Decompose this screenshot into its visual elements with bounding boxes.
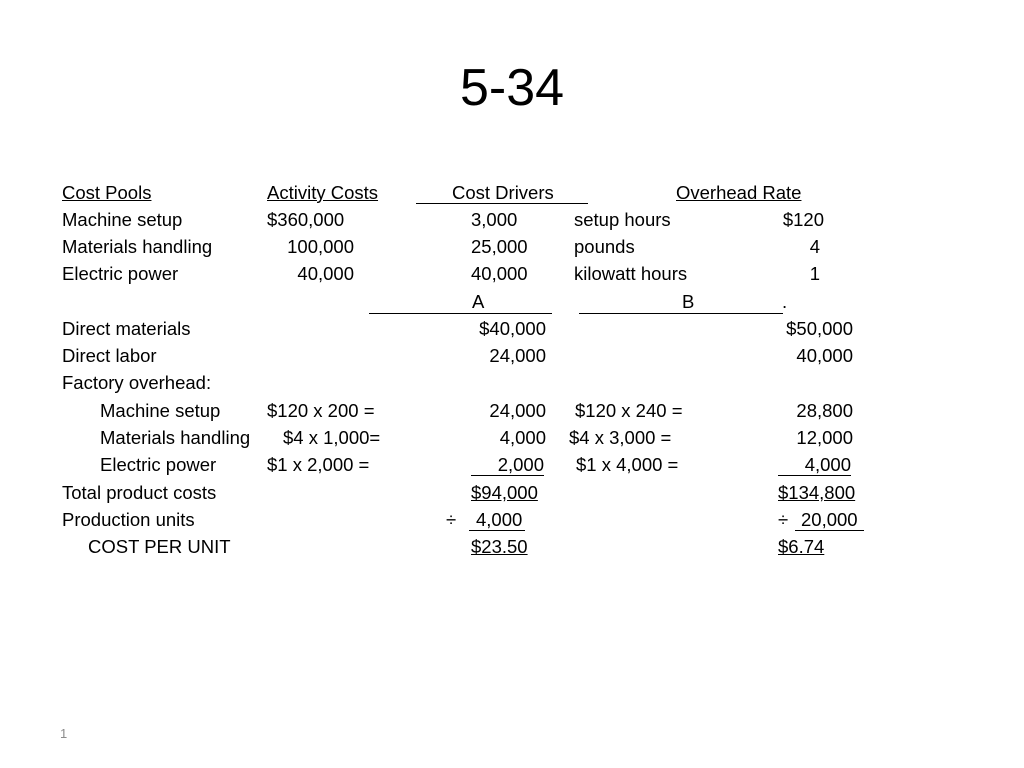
row-value-b: 40,000 — [796, 345, 853, 366]
row-label: Direct materials — [62, 318, 191, 339]
pool-rate: $120 — [782, 209, 824, 230]
row-calc-b: $1 x 4,000 = — [576, 454, 679, 475]
row-calc-b: $120 x 240 = — [575, 400, 683, 421]
row-label: Electric power — [100, 454, 217, 475]
pool-driver-unit: pounds — [574, 236, 635, 257]
row-value-a: $40,000 — [479, 318, 546, 339]
row-label: COST PER UNIT — [88, 536, 231, 557]
row-label: Factory overhead: — [62, 372, 212, 393]
pool-rate: 1 — [809, 263, 820, 284]
header-overhead-rate: Overhead Rate — [676, 182, 802, 203]
product-a-underline — [369, 313, 552, 314]
product-b-header: B — [682, 291, 695, 312]
pool-name: Machine setup — [62, 209, 183, 230]
slide-title: 5-34 — [459, 59, 565, 117]
pool-driver-qty: 3,000 — [471, 209, 518, 230]
row-value-b: $6.74 — [778, 536, 825, 557]
product-b-underline — [579, 313, 783, 314]
divide-symbol-a: ÷ — [446, 509, 457, 530]
pool-name: Materials handling — [62, 236, 213, 257]
header-cost-drivers-underline — [416, 203, 588, 204]
divide-symbol-b: ÷ — [778, 509, 789, 530]
row-calc-b: $4 x 3,000 = — [569, 427, 672, 448]
row-label: Direct labor — [62, 345, 157, 366]
row-value-a: 4,000 — [476, 509, 523, 530]
row-calc-a: $120 x 200 = — [267, 400, 375, 421]
row-value-b: 4,000 — [804, 454, 851, 475]
units-underline-b — [795, 530, 864, 531]
units-underline-a — [469, 530, 525, 531]
pool-driver-qty: 25,000 — [471, 236, 528, 257]
product-b-period: . — [782, 291, 788, 312]
row-value-a: 4,000 — [499, 427, 546, 448]
pool-driver-unit: setup hours — [574, 209, 671, 230]
row-value-b: 12,000 — [796, 427, 853, 448]
row-value-a: 24,000 — [489, 345, 546, 366]
header-cost-drivers: Cost Drivers — [452, 182, 554, 203]
row-value-a: $94,000 — [471, 482, 538, 503]
row-label: Production units — [62, 509, 195, 530]
row-value-b: $134,800 — [778, 482, 856, 503]
row-calc-a: $1 x 2,000 = — [267, 454, 370, 475]
pool-cost: 40,000 — [297, 263, 354, 284]
row-label: Machine setup — [100, 400, 221, 421]
pool-driver-qty: 40,000 — [471, 263, 528, 284]
row-value-a: $23.50 — [471, 536, 528, 557]
header-cost-pools: Cost Pools — [62, 182, 152, 203]
row-label: Materials handling — [100, 427, 251, 448]
pool-rate: 4 — [809, 236, 820, 257]
pool-cost: $360,000 — [267, 209, 345, 230]
pool-cost: 100,000 — [287, 236, 354, 257]
subtotal-underline-a — [471, 475, 544, 476]
pool-driver-unit: kilowatt hours — [574, 263, 688, 284]
row-value-b: 20,000 — [801, 509, 858, 530]
row-label: Total product costs — [62, 482, 217, 503]
row-value-b: 28,800 — [796, 400, 853, 421]
row-calc-a: $4 x 1,000= — [283, 427, 381, 448]
row-value-b: $50,000 — [786, 318, 853, 339]
pool-name: Electric power — [62, 263, 179, 284]
product-a-header: A — [472, 291, 485, 312]
header-activity-costs: Activity Costs — [267, 182, 379, 203]
row-value-a: 2,000 — [497, 454, 544, 475]
subtotal-underline-b — [778, 475, 851, 476]
slide-number: 1 — [60, 726, 68, 741]
row-value-a: 24,000 — [489, 400, 546, 421]
